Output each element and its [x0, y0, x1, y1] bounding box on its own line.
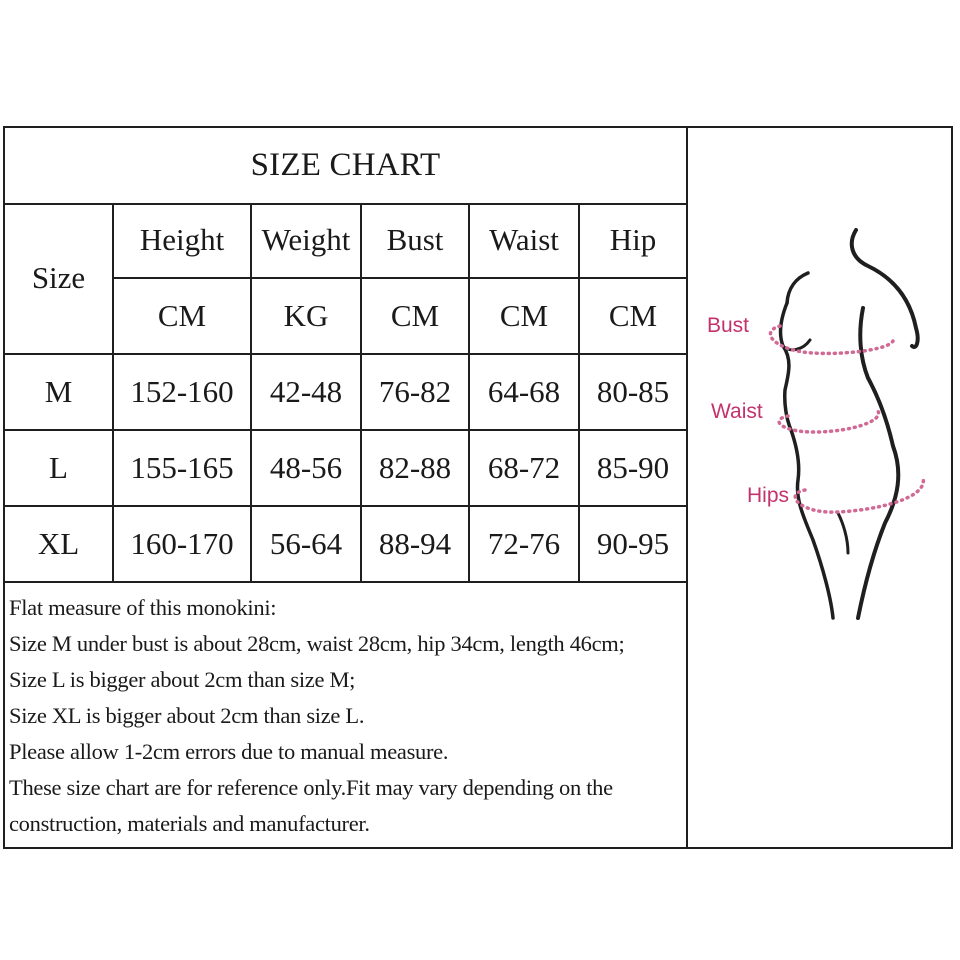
column-header-waist: Waist: [469, 203, 579, 278]
hips-line: [795, 478, 923, 512]
table-cell: 160-170: [113, 506, 251, 582]
table-cell: 88-94: [361, 506, 469, 582]
note-line: construction, materials and manufacturer.: [9, 811, 370, 836]
header-row: [5, 203, 686, 278]
unit-weight: KG: [251, 278, 361, 354]
table-row: [5, 354, 686, 430]
table-cell: 85-90: [579, 430, 686, 506]
bust-label: Bust: [707, 314, 750, 337]
table-cell: 155-165: [113, 430, 251, 506]
table-cell: 72-76: [469, 506, 579, 582]
unit-height: CM: [113, 278, 251, 354]
size-table: [5, 203, 686, 583]
waist-label: Waist: [711, 400, 763, 423]
note-line: Size XL is bigger about 2cm than size L.: [9, 703, 365, 728]
column-header-hip: Hip: [579, 203, 686, 278]
table-cell: 152-160: [113, 354, 251, 430]
table-cell: 68-72: [469, 430, 579, 506]
note-line: Please allow 1-2cm errors due to manual measure.: [9, 739, 449, 764]
bust-line: [770, 326, 893, 353]
note-line: Flat measure of this monokini:: [9, 595, 277, 620]
note-line: Size L is bigger about 2cm than size M;: [9, 667, 356, 692]
hips-label: Hips: [747, 484, 790, 507]
body-outline: [780, 230, 917, 618]
column-header-weight: Weight: [251, 203, 361, 278]
table-cell: 82-88: [361, 430, 469, 506]
size-chart-table-area: [5, 128, 688, 847]
table-cell: 42-48: [251, 354, 361, 430]
row-size: L: [5, 430, 113, 506]
unit-bust: CM: [361, 278, 469, 354]
column-header-bust: Bust: [361, 203, 469, 278]
unit-hip: CM: [579, 278, 686, 354]
waist-line: [779, 411, 879, 432]
measurement-notes: [9, 590, 684, 842]
size-chart-frame: [3, 126, 953, 849]
size-chart-title: SIZE CHART: [5, 128, 686, 205]
table-row: [5, 506, 686, 582]
unit-waist: CM: [469, 278, 579, 354]
column-header-height: Height: [113, 203, 251, 278]
table-cell: 80-85: [579, 354, 686, 430]
body-silhouette-illustration: [688, 128, 951, 847]
table-cell: 90-95: [579, 506, 686, 582]
table-row: [5, 430, 686, 506]
table-cell: 56-64: [251, 506, 361, 582]
table-cell: 64-68: [469, 354, 579, 430]
note-line: These size chart are for reference only.Fit may vary depending on the: [9, 775, 613, 800]
row-size: XL: [5, 506, 113, 582]
row-size: M: [5, 354, 113, 430]
table-cell: 48-56: [251, 430, 361, 506]
note-line: Size M under bust is about 28cm, waist 28cm, hip 34cm, length 46cm;: [9, 631, 625, 656]
body-measurement-figure: [688, 128, 951, 847]
size-header: Size: [5, 203, 113, 354]
measurement-lines: [770, 326, 923, 512]
table-cell: 76-82: [361, 354, 469, 430]
